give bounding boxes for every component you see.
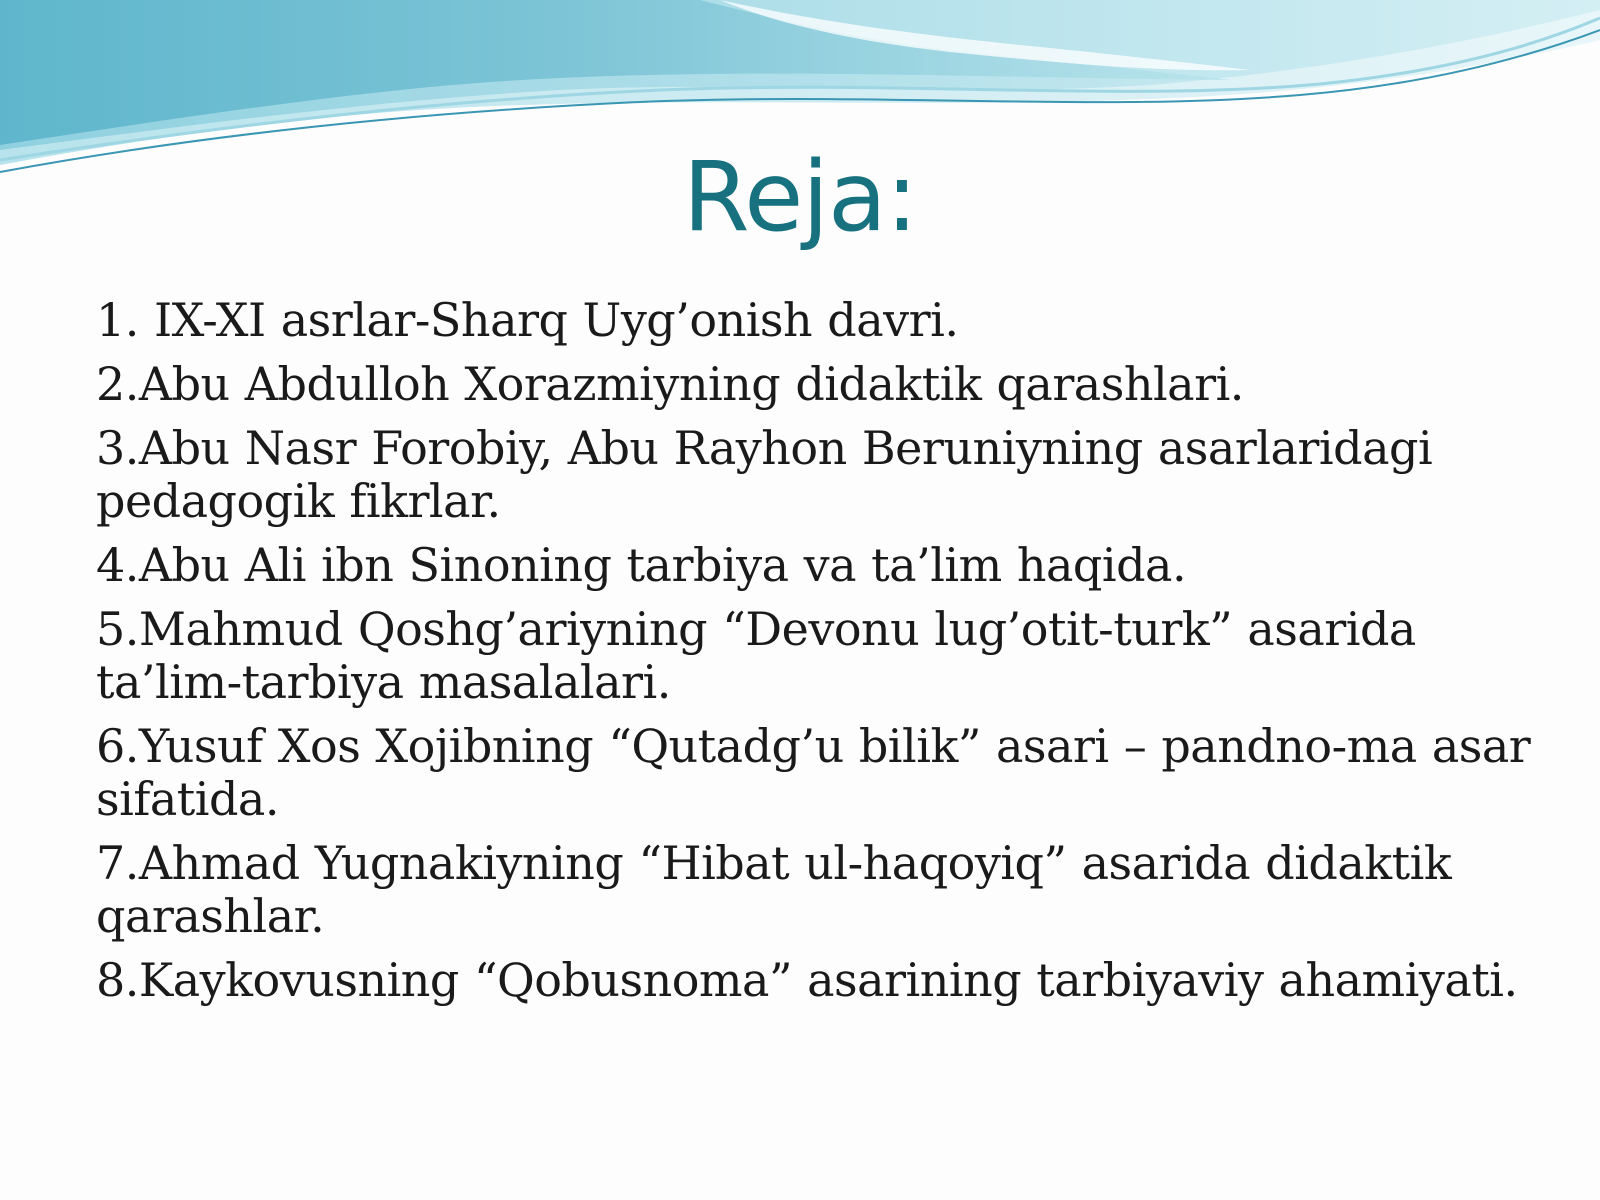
plan-item-1: 1. IX-XI asrlar-Sharq Uyg’onish davri.: [96, 293, 959, 347]
plan-item-8: 8.Kaykovusning “Qobusnoma” asarining tarbiyaviy ahamiyati.: [96, 953, 1518, 1007]
plan-item-7: 7.Ahmad Yugnakiyning “Hibat ul-haqoyiq” asarida didaktik qarashlar.: [96, 836, 1452, 943]
plan-item-3: 3.Abu Nasr Forobiy, Abu Rayhon Beruniyning asarlaridagi pedagogik fikrlar.: [96, 421, 1433, 528]
plan-item-2: 2.Abu Abdulloh Xorazmiyning didaktik qarashlari.: [96, 357, 1244, 411]
plan-list: [96, 294, 1536, 1018]
plan-item-4: 4.Abu Ali ibn Sinoning tarbiya va ta’lim haqida.: [96, 538, 1187, 592]
slide-title: Reja:: [682, 141, 918, 253]
plan-item-5: 5.Mahmud Qoshg’ariyning “Devonu lug’otit-turk” asarida ta’lim-tarbiya masalalari.: [96, 602, 1416, 709]
plan-item-6: 6.Yusuf Xos Xojibning “Qutadg’u bilik” asari – pandno-ma asar sifatida.: [96, 719, 1531, 826]
